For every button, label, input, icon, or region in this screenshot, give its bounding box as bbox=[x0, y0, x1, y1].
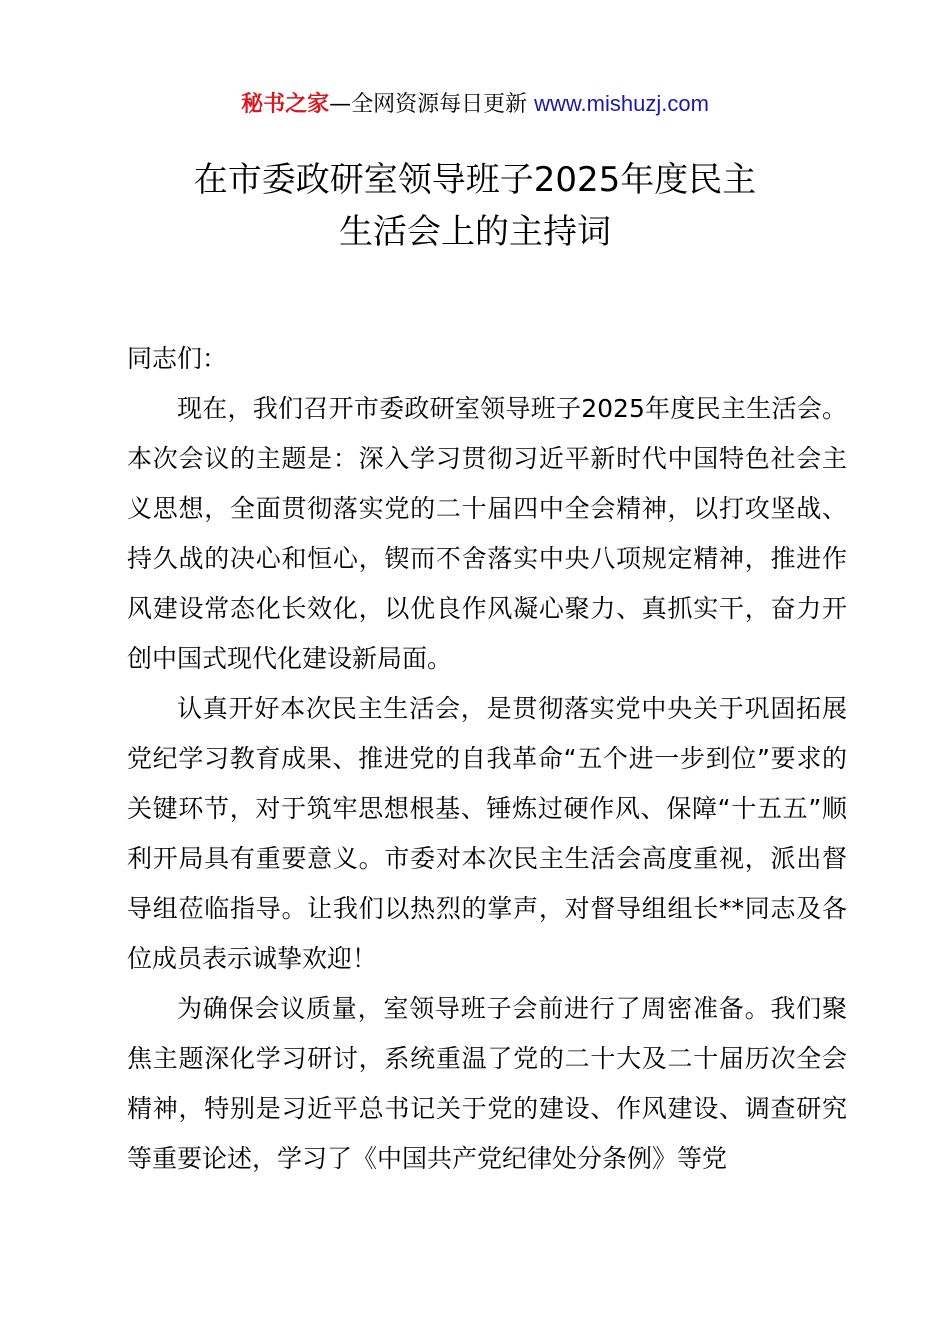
document-body bbox=[127, 334, 847, 1184]
body-paragraph-3: 为确保会议质量，室领导班子会前进行了周密准备。我们聚焦主题深化学习研讨，系统重温了党的二十大及二十届历次全会精神，特别是习近平总书记关于党的建设、作风建设、调查研究等重要论述，学习了《中国共产党纪律处分条例》等党 bbox=[127, 994, 847, 1173]
title-line-1: 在市委政研室领导班子2025年度民主 bbox=[193, 160, 757, 200]
brand-name: 秘书之家 bbox=[241, 92, 330, 117]
title-line-2: 生活会上的主持词 bbox=[339, 212, 611, 252]
header-tagline: —全网资源每日更新 bbox=[329, 92, 528, 117]
site-header bbox=[0, 86, 950, 123]
salutation: 同志们： bbox=[127, 344, 228, 373]
site-url-link[interactable]: www.mishuzj.com bbox=[534, 91, 709, 116]
body-paragraph-2: 认真开好本次民主生活会，是贯彻落实党中央关于巩固拓展党纪学习教育成果、推进党的自我革命“五个进一步到位”要求的关键环节，对于筑牢思想根基、锤炼过硬作风、保障“十五五”顺利开局具有重要意义。市委对本次民主生活会高度重视，派出督导组莅临指导。让我们以热烈的掌声，对督导组组长**同志及各位成员表示诚挚欢迎！ bbox=[127, 694, 847, 973]
document-title bbox=[0, 154, 950, 258]
body-paragraph-1: 现在，我们召开市委政研室领导班子2025年度民主生活会。本次会议的主题是：深入学习贯彻习近平新时代中国特色社会主义思想，全面贯彻落实党的二十届四中全会精神，以打攻坚战、持久战的决心和恒心，锲而不舍落实中央八项规定精神，推进作风建设常态化长效化，以优良作风凝心聚力、真抓实干，奋力开创中国式现代化建设新局面。 bbox=[127, 394, 847, 673]
